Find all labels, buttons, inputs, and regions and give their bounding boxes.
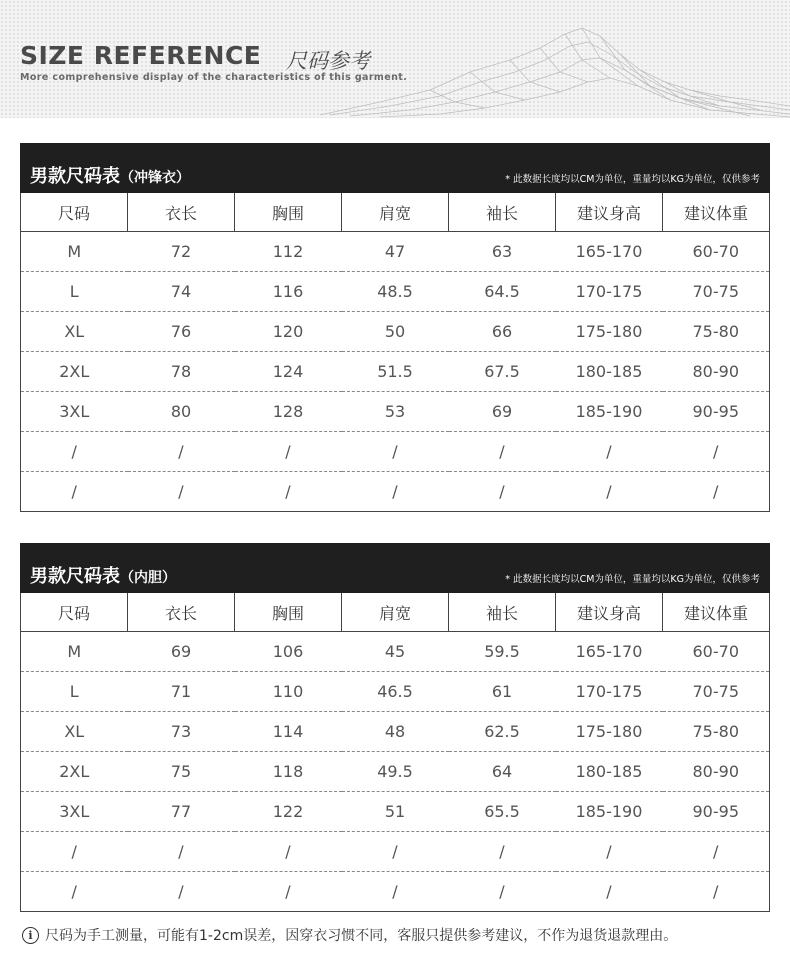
table-row (21, 432, 770, 472)
table-cell: 175-180 (556, 712, 663, 752)
table-cell: 118 (235, 752, 342, 792)
size-reference-title-cn: 尺码参考 (286, 49, 370, 73)
table-cell: / (606, 482, 612, 501)
table-cell: 3XL (21, 392, 128, 432)
table-cell: / (178, 882, 184, 901)
table-cell: 48.5 (342, 272, 449, 312)
size-table (20, 193, 770, 512)
table-cell: 66 (449, 312, 556, 352)
column-header: 胸围 (235, 193, 342, 232)
table-cell: / (556, 832, 663, 872)
table-cell: 45 (342, 632, 449, 672)
table-cell: 128 (235, 392, 342, 432)
table-cell: / (128, 432, 235, 472)
column-header: 肩宽 (342, 593, 449, 632)
table-cell: 124 (235, 352, 342, 392)
table-cell: 165-170 (556, 232, 663, 272)
table-cell: 53 (342, 392, 449, 432)
table-cell: 75-80 (663, 312, 770, 352)
table-cell: / (178, 482, 184, 501)
table-cell: 50 (342, 312, 449, 352)
table-cell: / (663, 832, 770, 872)
table-cell: / (71, 882, 77, 901)
table-title-bar (20, 143, 770, 193)
table-cell: 80-90 (663, 352, 770, 392)
table-cell: 175-180 (556, 312, 663, 352)
table-cell: 2XL (21, 352, 128, 392)
table-row (21, 872, 770, 912)
table-cell: 65.5 (449, 792, 556, 832)
table-cell: 170-175 (556, 672, 663, 712)
table-cell: 90-95 (663, 792, 770, 832)
table-cell: 180-185 (556, 752, 663, 792)
table-cell: 120 (235, 312, 342, 352)
size-table-liner (20, 543, 770, 912)
table-cell: / (499, 482, 505, 501)
table-cell: / (556, 432, 663, 472)
column-header: 尺码 (21, 593, 128, 632)
table-cell: 63 (449, 232, 556, 272)
table-cell: L (21, 272, 128, 312)
table-cell: 69 (449, 392, 556, 432)
table-row (21, 352, 770, 392)
column-header: 衣长 (128, 593, 235, 632)
table-cell: 75 (128, 752, 235, 792)
table-title-text: 男款尺码表 (30, 566, 120, 587)
table-row (21, 232, 770, 272)
table-title-bar (20, 543, 770, 593)
table-cell: 49.5 (342, 752, 449, 792)
table-row (21, 712, 770, 752)
header-subtitle: More comprehensive display of the characteristics of this garment. (20, 72, 408, 83)
table-cell: / (21, 432, 128, 472)
column-header: 衣长 (128, 193, 235, 232)
table-cell: 71 (128, 672, 235, 712)
table-cell: / (392, 482, 398, 501)
table-cell: / (21, 832, 128, 872)
table-row (21, 752, 770, 792)
table-cell: / (235, 832, 342, 872)
table-cell: 51 (342, 792, 449, 832)
table-title (30, 562, 176, 588)
table-cell: 122 (235, 792, 342, 832)
table-cell: 61 (449, 672, 556, 712)
table-cell: / (449, 432, 556, 472)
table-cell: 75-80 (663, 712, 770, 752)
table-subtitle: （内胆） (120, 570, 176, 586)
column-header: 建议体重 (663, 193, 770, 232)
table-row (21, 472, 770, 512)
column-header: 建议身高 (556, 193, 663, 232)
table-title-text: 男款尺码表 (30, 166, 120, 187)
table-cell: / (499, 882, 505, 901)
table-cell: 185-190 (556, 392, 663, 432)
column-header: 建议身高 (556, 593, 663, 632)
table-cell: / (128, 832, 235, 872)
table-cell: / (285, 482, 291, 501)
table-row (21, 312, 770, 352)
table-cell: 110 (235, 672, 342, 712)
table-cell: 47 (342, 232, 449, 272)
table-cell: 114 (235, 712, 342, 752)
disclaimer-text: 尺码为手工测量，可能有1-2cm误差，因穿衣习惯不同，客服只提供参考建议，不作为退货退款理由。 (45, 928, 678, 944)
table-cell: 51.5 (342, 352, 449, 392)
table-cell: 59.5 (449, 632, 556, 672)
column-header: 肩宽 (342, 193, 449, 232)
table-cell: XL (21, 712, 128, 752)
table-cell: 70-75 (663, 672, 770, 712)
column-header: 建议体重 (663, 593, 770, 632)
size-table-jacket (20, 143, 770, 512)
table-cell: 112 (235, 232, 342, 272)
table-header-row (21, 593, 770, 632)
table-row (21, 792, 770, 832)
table-cell: / (71, 482, 77, 501)
measurement-disclaimer (22, 925, 677, 945)
table-cell: / (449, 832, 556, 872)
table-cell: 60-70 (663, 232, 770, 272)
table-cell: 185-190 (556, 792, 663, 832)
table-cell: 2XL (21, 752, 128, 792)
column-header: 胸围 (235, 593, 342, 632)
table-cell: / (663, 432, 770, 472)
table-cell: 76 (128, 312, 235, 352)
table-cell: 77 (128, 792, 235, 832)
table-cell: XL (21, 312, 128, 352)
table-cell: M (21, 232, 128, 272)
info-icon: i (22, 927, 39, 944)
table-cell: 106 (235, 632, 342, 672)
table-cell: 116 (235, 272, 342, 312)
column-header: 袖长 (449, 193, 556, 232)
table-cell: 170-175 (556, 272, 663, 312)
table-cell: 70-75 (663, 272, 770, 312)
table-cell: 80 (128, 392, 235, 432)
table-cell: / (342, 432, 449, 472)
table-row (21, 272, 770, 312)
table-cell: 74 (128, 272, 235, 312)
table-title (30, 162, 190, 188)
table-row (21, 672, 770, 712)
table-cell: 48 (342, 712, 449, 752)
table-cell: / (392, 882, 398, 901)
table-cell: L (21, 672, 128, 712)
table-cell: 78 (128, 352, 235, 392)
table-unit-note: * 此数据长度均以CM为单位，重量均以KG为单位，仅供参考 (505, 174, 760, 185)
column-header: 尺码 (21, 193, 128, 232)
table-cell: / (235, 432, 342, 472)
table-cell: / (713, 482, 719, 501)
table-cell: 46.5 (342, 672, 449, 712)
table-cell: / (713, 882, 719, 901)
table-cell: M (21, 632, 128, 672)
table-cell: 62.5 (449, 712, 556, 752)
table-cell: 64 (449, 752, 556, 792)
table-row (21, 392, 770, 432)
table-cell: 90-95 (663, 392, 770, 432)
table-cell: 72 (128, 232, 235, 272)
table-unit-note: * 此数据长度均以CM为单位，重量均以KG为单位，仅供参考 (505, 574, 760, 585)
table-cell: 80-90 (663, 752, 770, 792)
table-cell: 3XL (21, 792, 128, 832)
table-cell: 67.5 (449, 352, 556, 392)
table-cell: 180-185 (556, 352, 663, 392)
table-row (21, 832, 770, 872)
table-cell: 64.5 (449, 272, 556, 312)
header-banner (0, 0, 790, 118)
table-row (21, 632, 770, 672)
size-reference-title: SIZE REFERENCE (20, 41, 262, 70)
table-subtitle: （冲锋衣） (120, 170, 190, 186)
table-cell: / (606, 882, 612, 901)
table-cell: 165-170 (556, 632, 663, 672)
table-header-row (21, 193, 770, 232)
mountain-wireframe-graphic (320, 20, 790, 118)
table-cell: 73 (128, 712, 235, 752)
column-header: 袖长 (449, 593, 556, 632)
table-cell: 60-70 (663, 632, 770, 672)
table-cell: / (342, 832, 449, 872)
table-cell: 69 (128, 632, 235, 672)
size-table (20, 593, 770, 912)
table-cell: / (285, 882, 291, 901)
